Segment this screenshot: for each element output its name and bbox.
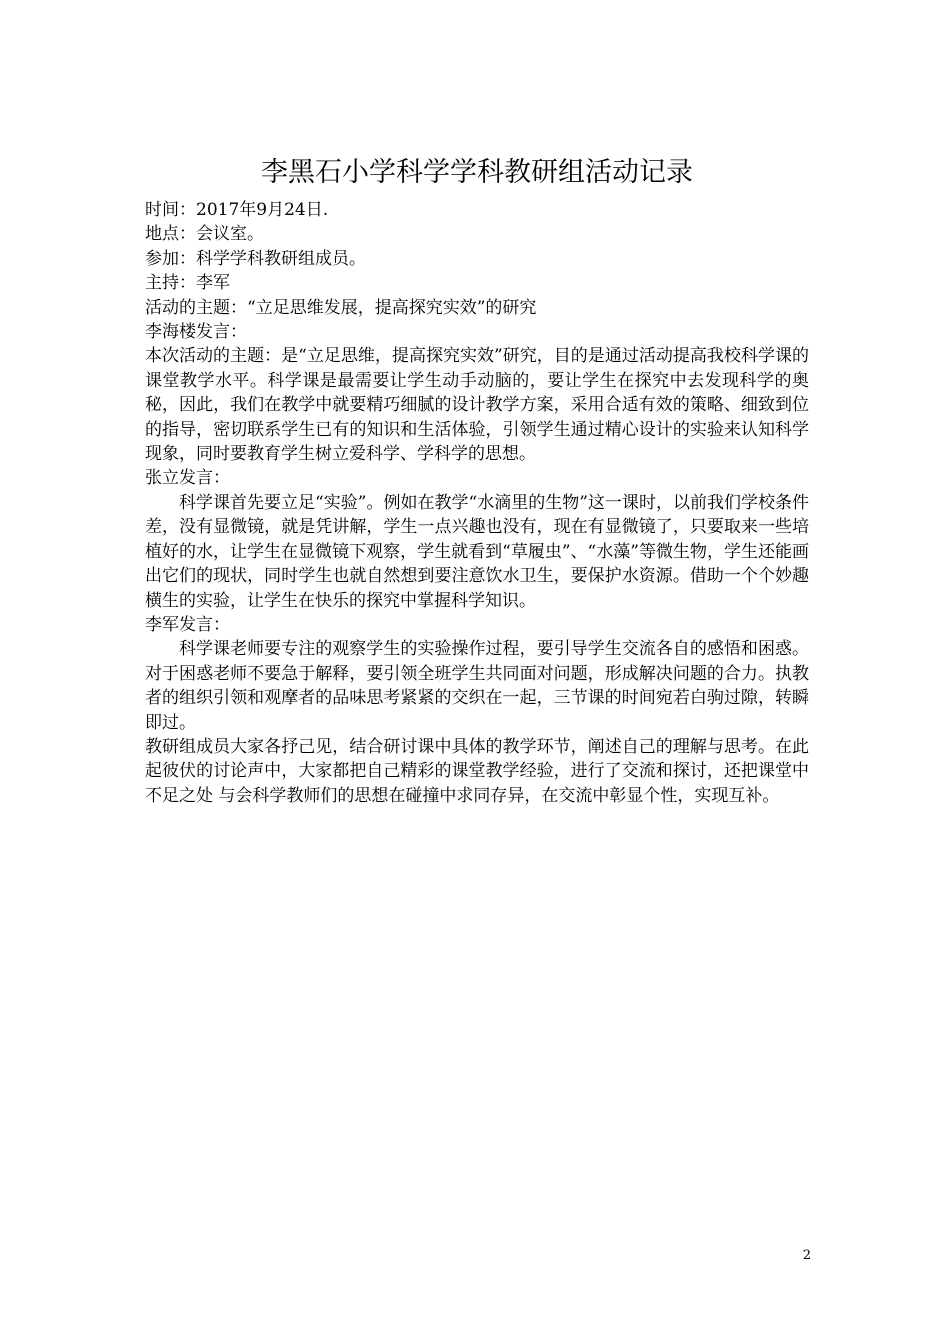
meta-host: 主持：李军: [145, 273, 230, 294]
meta-time: 时间：2017年9月24日.: [145, 200, 329, 220]
meta-place: 地点：会议室。: [145, 224, 264, 245]
summary-paragraph: 教研组成员大家各抒己见，结合研讨课中具体的教学环节，阐述自己的理解与思考。在此起彼伏的讨论声中，大家都把自己精彩的课堂教学经验，进行了交流和探讨，还把课堂中不足之处 与会科学教师们的思想在碰撞中求同存异，在交流中彰显个性，实现互补。: [145, 736, 809, 806]
speaker-label: 李军发言：: [145, 614, 230, 635]
speech-paragraph: 本次活动的主题：是“立足思维，提高探究实效”研究，目的是通过活动提高我校科学课的课堂教学水平。科学课是最需要让学生动手动脑的，要让学生在探究中去发现科学的奥秘，因此，我们在教学中就要精巧细腻的设计教学方案，采用合适有效的策略、细致到位的指导，密切联系学生已有的知识和生活体验，引领学生通过精心设计的实验来认知科学现象，同时要教育学生树立爱科学、学科学的思想。: [145, 346, 809, 465]
speaker-label: 张立发言：: [145, 468, 230, 489]
speech-paragraph: 科学课首先要立足“实验”。例如在教学“水滴里的生物”这一课时，以前我们学校条件差，没有显微镜，就是凭讲解，学生一点兴趣也没有，现在有显微镜了，只要取来一些培植好的水，让学生在显微镜下观察，学生就看到“草履虫”、“水藻”等微生物，学生还能画出它们的现状，同时学生也就自然想到要注意饮水卫生，要保护水资源。借助一个个妙趣横生的实验，让学生在快乐的探究中掌握科学知识。: [145, 492, 809, 611]
speech-paragraph: 科学课老师要专注的观察学生的实验操作过程，要引导学生交流各自的感悟和困惑。对于困惑老师不要急于解释，要引领全班学生共同面对问题，形成解决问题的合力。执教者的组织引领和观摩者的品味思考紧紧的交织在一起，三节课的时间宛若白驹过隙，转瞬即过。: [145, 639, 809, 733]
speaker-label: 李海楼发言：: [145, 322, 247, 343]
meta-participants: 参加：科学学科教研组成员。: [145, 248, 366, 269]
page-number: 2: [802, 1248, 811, 1263]
document-title: 李黑石小学科学学科教研组活动记录: [261, 157, 693, 188]
document-page: [145, 152, 809, 808]
meta-theme: 活动的主题：“立足思维发展，提高探究实效”的研究: [145, 297, 537, 318]
